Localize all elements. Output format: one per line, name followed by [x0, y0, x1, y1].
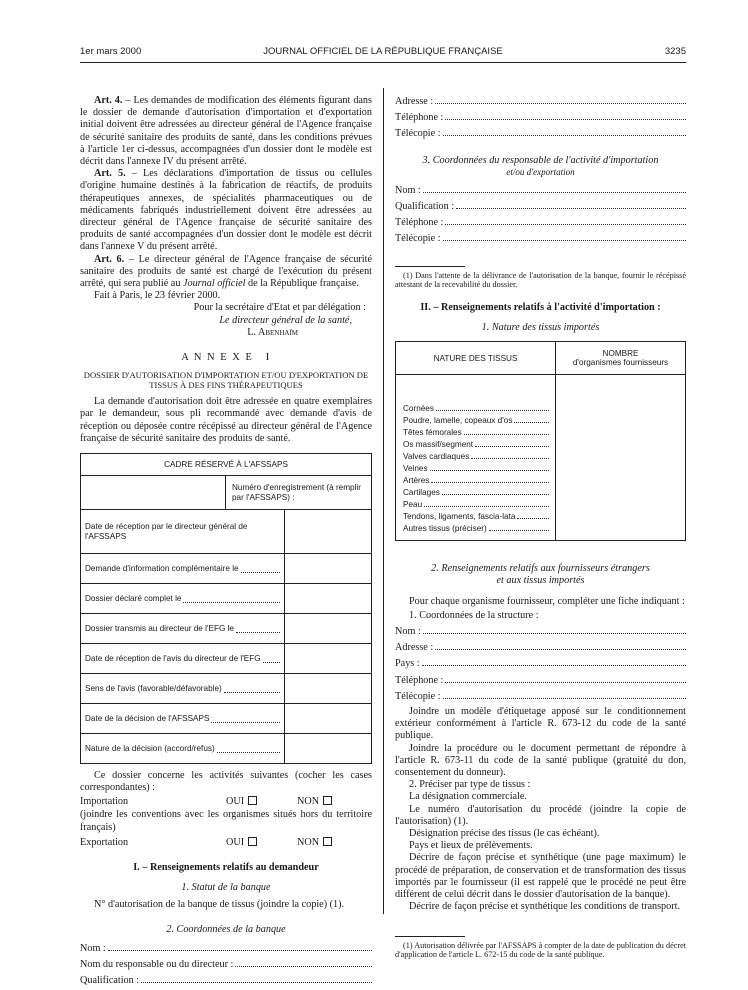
cadre-row-value[interactable]: [285, 734, 371, 763]
preciser-type: 2. Préciser par type de tissus :: [409, 779, 531, 791]
cadre-empty-cell: [81, 476, 226, 510]
importation-oui-checkbox[interactable]: [248, 796, 257, 805]
dotted-leader[interactable]: [489, 522, 549, 531]
nature-tissus-title: 1. Nature des tissus importés: [481, 322, 600, 334]
dotted-leader: [236, 624, 280, 633]
dotted-leader[interactable]: [442, 486, 549, 495]
numero-procede: Le numéro d'autorisation du procédé (joindre la copie de l'autorisation) (1).: [395, 803, 686, 827]
joindre-conventions: (joindre les conventions avec les organismes situés hors du territoire français): [80, 809, 372, 833]
section-1-title: I. – Renseignements relatifs au demandeur: [133, 861, 319, 873]
dotted-leader: [224, 684, 280, 693]
coord-responsable-title: 3. Coordonnées du responsable de l'activité d'importation: [422, 154, 659, 166]
footnote-rule: [395, 266, 465, 267]
importation-non: [297, 796, 332, 808]
tissue-label: Cornées: [403, 404, 434, 414]
header-date: 1er mars 2000: [80, 46, 142, 57]
dotted-leader[interactable]: [464, 426, 549, 435]
dotted-leader: [456, 200, 686, 209]
tissue-label: Valves cardiaques: [403, 452, 470, 462]
footnote-2: (1) Autorisation délivrée par l'AFSSAPS à compter de la date de publication du décret d'application de l'article L. 672-15 du code de la santé publique.: [395, 940, 686, 960]
dotted-leader: [423, 184, 686, 193]
dotted-leader: [423, 625, 686, 634]
section-2-title: II. – Renseignements relatifs à l'activité d'importation :: [420, 301, 661, 313]
field-label: Qualification :: [395, 201, 455, 213]
footnote-rule-2: [395, 936, 465, 937]
page-header: [80, 46, 686, 60]
dotted-leader: [435, 641, 686, 650]
designation-commerciale: La désignation commerciale.: [409, 791, 527, 803]
dotted-leader: [241, 564, 280, 573]
joindre-modele: Joindre un modèle d'étiquetage apposé sur le conditionnement extérieur conformément à l'article R. 673-12 du code de la santé publique.: [395, 706, 686, 742]
dotted-leader[interactable]: [471, 450, 549, 459]
cadre-row-label: Nature de la décision (accord/refus): [85, 743, 215, 753]
dotted-leader[interactable]: [424, 498, 549, 507]
structure-telephone-field[interactable]: [395, 674, 686, 687]
cadre-row-label-wrap: [81, 704, 285, 733]
cadre-row: [81, 554, 372, 584]
col-nature-header: NATURE DES TISSUS: [396, 342, 556, 375]
cadre-row-label: Dossier déclaré complet le: [85, 593, 182, 603]
col-nombre-line-1: NOMBRE: [602, 348, 639, 358]
banque-adresse-field[interactable]: [395, 95, 686, 108]
tissue-item: [403, 462, 549, 474]
tissue-label: Autres tissus (préciser): [403, 524, 487, 534]
tissue-item: [403, 450, 549, 462]
left-column: [80, 95, 372, 987]
resp-telecopie-field[interactable]: [395, 232, 686, 245]
subsection-2-title: 2. Renseignements relatifs aux fournisseurs étrangers: [431, 563, 650, 575]
journal-officiel: Journal officiel: [182, 278, 246, 290]
cadre-row-label-wrap: [81, 584, 285, 613]
signature-line-2: Le directeur général de la santé,: [219, 314, 352, 326]
cadre-row-label: Date de réception par le directeur général de l'AFSSAPS: [81, 510, 285, 553]
tissue-label: Os massif/segment: [403, 440, 474, 450]
field-label: Téléphone :: [395, 112, 444, 124]
footnote-1: (1) Dans l'attente de la délivrance de l'autorisation de la banque, fournir le récépissé attestant de la recevabilité du dossier.: [395, 270, 686, 290]
header-journal: JOURNAL OFFICIEL DE LA RÉPUBLIQUE FRANÇAISE: [263, 46, 503, 57]
dotted-leader: [443, 127, 686, 136]
decrire-transport: Décrire de façon précise et synthétique les conditions de transport.: [409, 901, 681, 913]
cadre-row-value[interactable]: [285, 614, 371, 643]
dotted-leader[interactable]: [517, 510, 549, 519]
tissue-item: [403, 486, 549, 498]
cadre-row-label: Date de réception de l'avis du directeur de l'EFG: [85, 653, 261, 663]
tissue-item: [403, 498, 549, 510]
tissue-item: [403, 438, 549, 450]
field-label: Télécopie :: [395, 233, 441, 245]
field-label: Télécopie :: [395, 690, 441, 702]
cadre-row: [81, 734, 372, 764]
banque-telecopie-field[interactable]: [395, 127, 686, 140]
dotted-leader: [263, 654, 280, 663]
cadre-row-value[interactable]: [285, 674, 371, 703]
decrire-procede: Décrire de façon précise et synthétique (une page maximum) le procédé de préparation, de conservation et de transformation des tissus importés par le fournisseur (il est rappelé que le procédé ne peut être différent de celui décrit dans le dossier d'autorisation de la banque).: [395, 852, 686, 901]
cadre-row-value[interactable]: [285, 584, 371, 613]
column-rule: [383, 88, 384, 914]
cadre-row: [81, 644, 372, 674]
dotted-leader: [183, 594, 280, 603]
tissue-item: [403, 426, 549, 438]
exportation-oui-checkbox[interactable]: [248, 837, 257, 846]
field-label: Nom du responsable ou du directeur :: [80, 958, 234, 970]
cadre-row-label: Demande d'information complémentaire le: [85, 563, 239, 573]
activites-text: Ce dossier concerne les activités suivantes (cocher les cases correspondantes) :: [80, 770, 372, 794]
article-6: [80, 254, 372, 291]
dotted-leader: [435, 95, 686, 104]
dotted-leader: [443, 690, 686, 699]
exportation-oui: [226, 837, 257, 849]
tissue-label: Poudre, lamelle, copeaux d'os: [403, 416, 513, 426]
joindre-procedure: Joindre la procédure ou le document permettant de répondre à l'article R. 673-11 du code de la santé publique (gratuité du don, consentement du donneur).: [395, 742, 686, 779]
banque-responsable-field[interactable]: [80, 958, 372, 971]
structure-nom-field[interactable]: [395, 625, 686, 638]
dotted-leader: [422, 657, 686, 666]
cadre-row-label: Date de la décision de l'AFSSAPS: [85, 713, 210, 723]
field-label: Nom :: [395, 626, 421, 638]
resp-nom-field[interactable]: [395, 184, 686, 197]
dotted-leader: [108, 942, 372, 951]
dotted-leader[interactable]: [430, 462, 549, 471]
cadre-row: [81, 614, 372, 644]
article-6-text-b: de la République française.: [245, 278, 359, 290]
exportation-non: [297, 837, 332, 849]
tissue-item: [403, 522, 549, 534]
tissue-item: [403, 474, 549, 486]
field-label: Téléphone :: [395, 217, 444, 229]
tissue-label: Têtes fémorales: [403, 428, 462, 438]
field-label: Nom :: [80, 942, 106, 954]
importation-row: [80, 796, 372, 809]
article-5-lead: Art. 5.: [94, 168, 126, 180]
exportation-non-checkbox[interactable]: [323, 837, 332, 846]
field-label: Qualification :: [80, 975, 140, 987]
cadre-row-label-wrap: [81, 554, 285, 583]
cadre-row-label-wrap: [81, 734, 285, 763]
dotted-leader: [443, 232, 686, 241]
tissue-label: Veines: [403, 464, 428, 474]
coordonnees-banque: 2. Coordonnées de la banque: [166, 923, 286, 935]
dotted-leader: [211, 714, 280, 723]
cadre-row: [81, 704, 372, 734]
dotted-leader[interactable]: [475, 438, 549, 447]
intro-paragraph: La demande d'autorisation doit être adressée en quatre exemplaires par le demandeur, sous pli recommandé avec demande d'avis de réception ou déposée contre récépissé au directeur général de l'Agence française de sécurité sanitaire des produits de santé.: [80, 396, 372, 444]
dotted-leader: [217, 744, 280, 753]
resp-qualification-field[interactable]: [395, 200, 686, 213]
exportation-label: Exportation: [80, 836, 129, 848]
cadre-numero: Numéro d'enregistrement (à remplir par l'AFSSAPS) :: [226, 476, 372, 510]
signature-name: L. Abenhaïm: [247, 326, 298, 338]
field-label: Pays :: [395, 658, 420, 670]
coord-responsable-subtitle: et/ou d'exportation: [506, 166, 575, 177]
dotted-leader: [235, 958, 372, 967]
cadre-row-label-wrap: [81, 644, 285, 673]
structure-telecopie-field[interactable]: [395, 690, 686, 703]
header-page-number: 3235: [664, 46, 686, 57]
article-4-text: – Les demandes de modification des éléments figurant dans le dossier de demande d'autorisation d'importation et d'exportation initial doivent être adressées au directeur général de l'Agence française de sécurité sanitaire des produits de santé, dans les conditions prévues à l'article 1er ci-dessus, accompagnées d'un dossier dont le modèle est décrit dans l'annexe IV du présent arrêté.: [80, 95, 372, 168]
resp-telephone-field[interactable]: [395, 216, 686, 229]
cadre-row-value[interactable]: [285, 554, 371, 583]
cadre-row-label-wrap: [81, 674, 285, 703]
field-label: Adresse :: [395, 642, 434, 654]
col-nombre-header: [556, 342, 686, 375]
importation-non-checkbox[interactable]: [323, 796, 332, 805]
cadre-row: [81, 674, 372, 704]
cadre-row-label: Sens de l'avis (favorable/défavorable): [85, 683, 222, 693]
cadre-title: CADRE RÉSERVÉ À L'AFSSAPS: [81, 454, 372, 476]
right-column: [395, 95, 686, 960]
oui-label: OUI: [226, 796, 245, 808]
field-label: Adresse :: [395, 96, 434, 107]
statut-banque: 1. Statut de la banque: [181, 882, 271, 894]
numero-autorisation: N° d'autorisation de la banque de tissus (joindre la copie) (1).: [94, 899, 345, 911]
header-rule: [80, 62, 686, 63]
article-6-text-a: – Le directeur général de l'Agence française de sécurité sanitaire des produits de santé est chargé de l'exécution du présent arrêté, qui sera publié au: [80, 253, 372, 290]
banque-qualification-field[interactable]: [80, 974, 372, 987]
cadre-row: [81, 584, 372, 614]
structure-adresse-field[interactable]: [395, 641, 686, 654]
tissue-label: Peau: [403, 500, 423, 510]
non-label: NON: [297, 796, 320, 808]
field-label: Télécopie :: [395, 128, 441, 140]
tissue-item: [403, 402, 549, 414]
col-nombre-line-2: d'organismes fournisseurs: [572, 358, 669, 368]
coordonnees-structure: 1. Coordonnées de la structure :: [409, 609, 539, 621]
dotted-leader: [445, 674, 686, 683]
pour-chaque-organisme: Pour chaque organisme fournisseur, compléter une fiche indiquant :: [409, 595, 685, 607]
annexe-title: A N N E X E I: [181, 352, 271, 364]
non-label: NON: [297, 836, 320, 848]
oui-label: OUI: [226, 836, 245, 848]
cadre-row-value[interactable]: [285, 510, 371, 553]
cadre-row-label-wrap: [81, 614, 285, 643]
dossier-title: DOSSIER D'AUTORISATION D'IMPORTATION ET/OU D'EXPORTATION DE TISSUS À DES FINS THÉRAPEUTIQUES: [83, 370, 369, 391]
cadre-row-value[interactable]: [285, 704, 371, 733]
cadre-row: [81, 510, 372, 554]
nature-list-cell: [396, 375, 556, 541]
dotted-leader: [445, 111, 686, 120]
field-label: Téléphone :: [395, 674, 444, 686]
cadre-row-value[interactable]: [285, 644, 371, 673]
importation-label: Importation: [80, 796, 129, 808]
dotted-leader: [445, 216, 686, 225]
tissue-item: [403, 510, 549, 522]
nombre-fournisseurs-cell[interactable]: [556, 375, 686, 541]
cadre-row-label: Dossier transmis au directeur de l'EFG le: [85, 623, 234, 633]
article-6-lead: Art. 6.: [94, 253, 125, 265]
structure-pays-field[interactable]: [395, 657, 686, 670]
exportation-row: [80, 837, 372, 850]
banque-telephone-field[interactable]: [395, 111, 686, 124]
dotted-leader[interactable]: [514, 414, 549, 423]
cadre-afssaps-table: [80, 453, 372, 764]
designation-precise: Désignation précise des tissus (le cas échéant).: [409, 828, 600, 840]
article-4-lead: Art. 4.: [94, 95, 123, 106]
article-5-text: – Les déclarations d'importation de tissus ou cellules d'origine humaine destinés à la fabrication de réactifs, de produits thérapeutiques annexes, de spécialités pharmaceutiques ou de médicaments fabriqués industriellement doivent être adressées au directeur général de l'Agence française de sécurité sanitaire des produits de santé accompagnées d'un dossier dont le modèle est décrit dans l'annexe V du présent arrêté.: [80, 168, 372, 253]
tissue-item: [403, 414, 549, 426]
dotted-leader[interactable]: [436, 402, 549, 411]
banque-nom-field[interactable]: [80, 942, 372, 955]
signature-line-1: Pour la secrétaire d'Etat et par délégation :: [193, 302, 366, 314]
fait-a-paris: Fait à Paris, le 23 février 2000.: [94, 290, 221, 302]
importation-oui: [226, 796, 257, 808]
dotted-leader: [141, 974, 372, 983]
subsection-2-subtitle: et aux tissus importés: [496, 575, 585, 587]
pays-lieux: Pays et lieux de prélèvements.: [409, 840, 533, 852]
nature-tissus-table: [395, 341, 686, 541]
article-5: [80, 168, 372, 253]
field-label: Nom :: [395, 184, 421, 196]
tissue-label: Cartilages: [403, 488, 440, 498]
tissue-label: Artères: [403, 476, 430, 486]
dotted-leader[interactable]: [431, 474, 549, 483]
tissue-label: Tendons, ligaments, fascia-lata: [403, 512, 516, 522]
article-4: [80, 95, 372, 168]
